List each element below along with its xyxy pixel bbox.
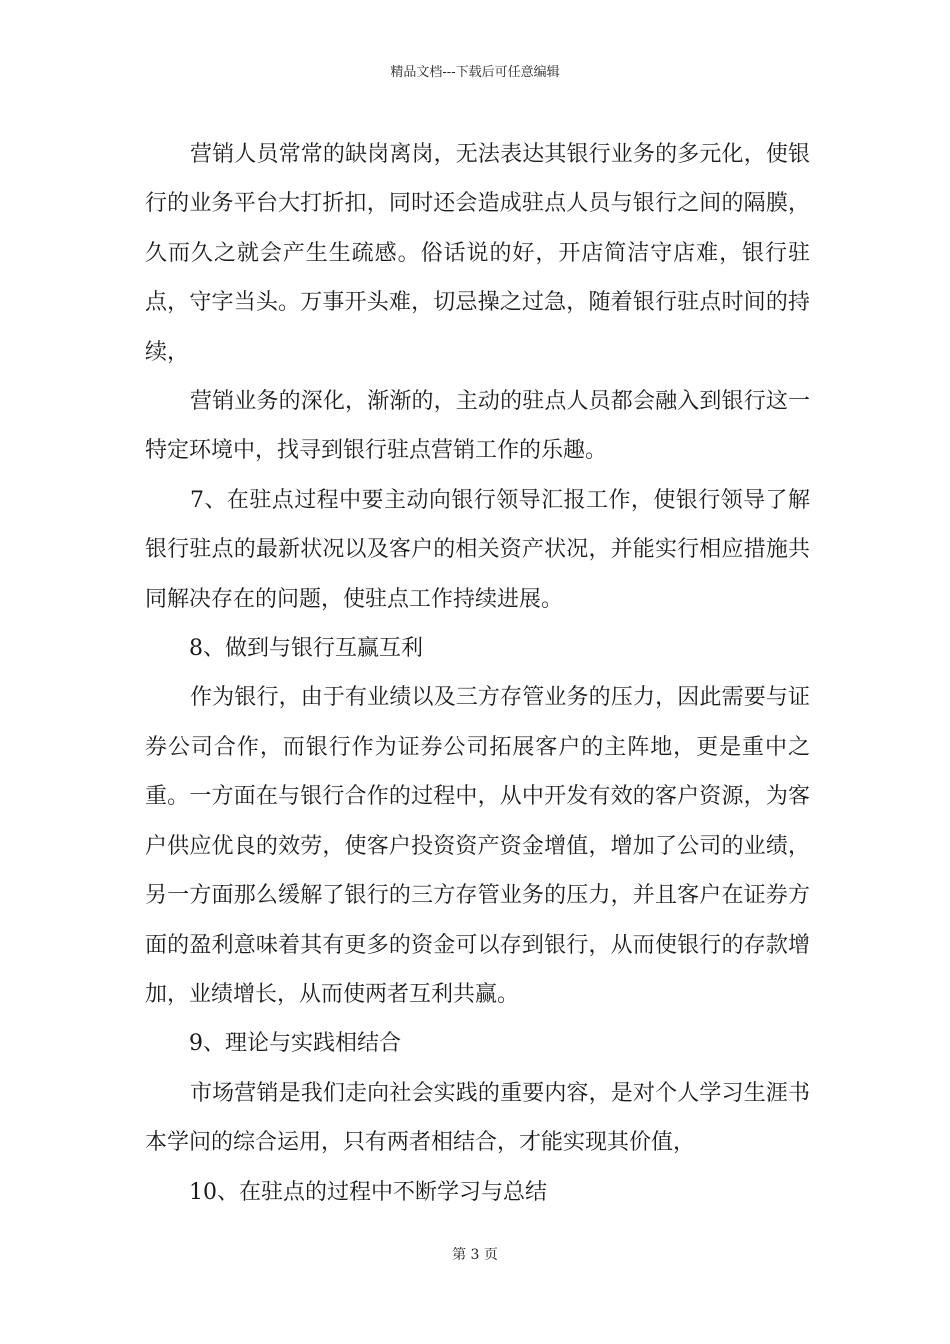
paragraph-5: 市场营销是我们走向社会实践的重要内容，是对个人学习生涯书本学问的综合运用，只有两者相结合，才能实现其价值， <box>145 1080 810 1156</box>
page-header: 精品文档---下载后可任意编辑 <box>390 65 560 80</box>
document-body <box>145 130 810 1217</box>
section-heading-9: 9、理论与实践相结合 <box>189 1031 401 1057</box>
section-heading-8: 8、做到与银行互赢互利 <box>189 636 423 662</box>
paragraph-2: 营销业务的深化，渐渐的，主动的驻点人员都会融入到银行这一特定环境中，找寻到银行驻点营销工作的乐趣。 <box>145 389 810 464</box>
page-number: 第 3 页 <box>452 1247 498 1263</box>
paragraph-1: 营销人员常常的缺岗离岗，无法表达其银行业务的多元化，使银行的业务平台大打折扣，同时还会造成驻点人员与银行之间的隔膜，久而久之就会产生生疏感。俗话说的好，开店简洁守店难，银行驻点，守字当头。万事开头难，切忌操之过急，随着银行驻点时间的持续， <box>145 142 810 365</box>
paragraph-4: 作为银行，由于有业绩以及三方存管业务的压力，因此需要与证券公司合作，而银行作为证券公司拓展客户的主阵地，更是重中之重。一方面在与银行合作的过程中，从中开发有效的客户资源，为客户供应优良的效劳，使客户投资资产资金增值，增加了公司的业绩，另一方面那么缓解了银行的三方存管业务的压力，并且客户在证券方面的盈利意味着其有更多的资金可以存到银行，从而使银行的存款增加，业绩增长，从而使两者互利共赢。 <box>145 685 810 1007</box>
section-heading-10: 10、在驻点的过程中不断学习与总结 <box>189 1179 547 1205</box>
paragraph-3: 7、在驻点过程中要主动向银行领导汇报工作，使银行领导了解银行驻点的最新状况以及客户的相关资产状况，并能实行相应措施共同解决存在的问题，使驻点工作持续进展。 <box>145 487 810 612</box>
